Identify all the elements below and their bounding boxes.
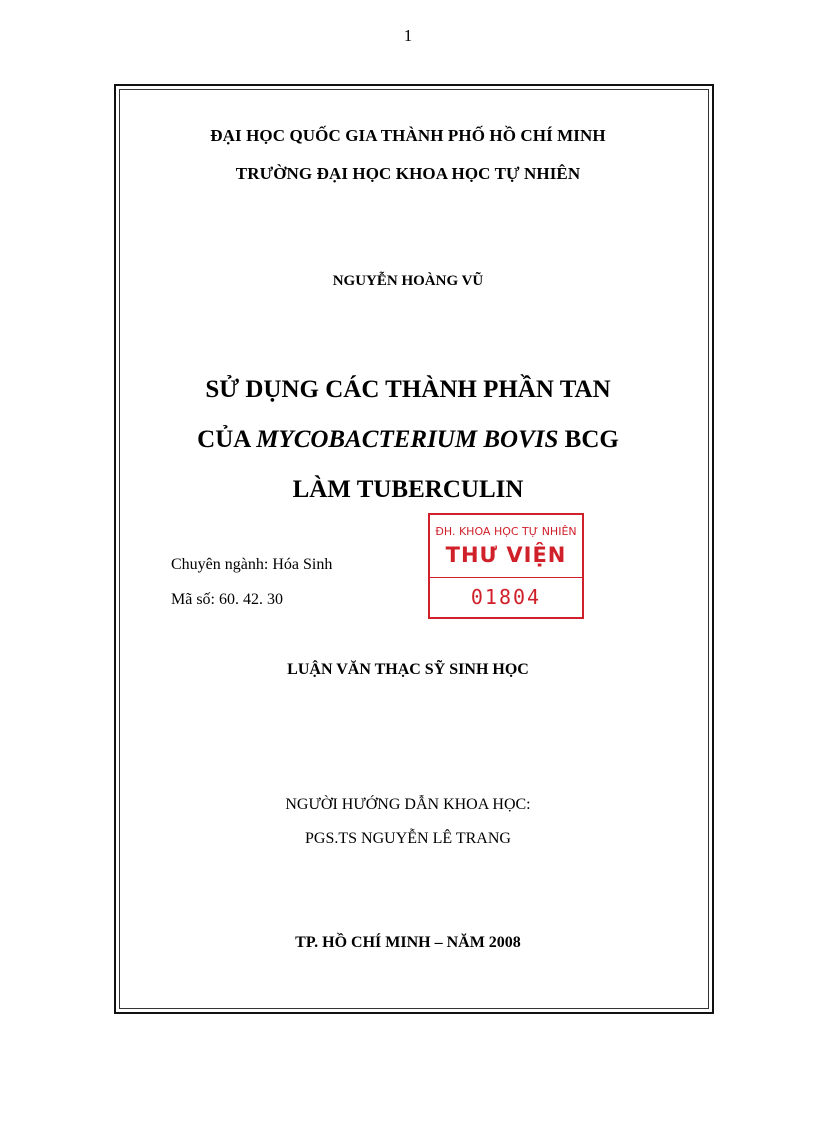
major-label: Chuyên ngành: Hóa Sinh xyxy=(171,556,333,573)
thesis-title-organism: MYCOBACTERIUM BOVIS xyxy=(256,426,559,453)
university-name: ĐẠI HỌC QUỐC GIA THÀNH PHỐ HỒ CHÍ MINH xyxy=(210,126,606,145)
stamp-library-label: THƯ VIỆN xyxy=(445,543,567,567)
page-number: 1 xyxy=(403,26,413,45)
library-stamp xyxy=(428,513,584,619)
thesis-type: LUẬN VĂN THẠC SỸ SINH HỌC xyxy=(287,661,529,678)
thesis-title-line2 xyxy=(0,426,816,454)
stamp-organization: ĐH. KHOA HỌC TỰ NHIÊN xyxy=(435,525,577,538)
thesis-title-line1: SỬ DỤNG CÁC THÀNH PHẦN TAN xyxy=(205,376,611,403)
page-border-inner xyxy=(119,89,709,1009)
author-name: NGUYỄN HOÀNG VŨ xyxy=(332,273,484,289)
major-code: Mã số: 60. 42. 30 xyxy=(171,591,283,608)
place-and-year: TP. HỒ CHÍ MINH – NĂM 2008 xyxy=(295,934,521,951)
faculty-name: TRƯỜNG ĐẠI HỌC KHOA HỌC TỰ NHIÊN xyxy=(235,164,581,183)
thesis-title-line2-suffix: BCG xyxy=(558,426,619,453)
advisor-label: NGƯỜI HƯỚNG DẪN KHOA HỌC: xyxy=(285,796,531,813)
advisor-name: PGS.TS NGUYỄN LÊ TRANG xyxy=(305,830,511,847)
stamp-divider xyxy=(430,577,582,578)
thesis-title-line3: LÀM TUBERCULIN xyxy=(292,476,524,503)
stamp-accession-number: 01804 xyxy=(470,585,542,609)
thesis-title-line2-prefix: CỦA xyxy=(197,426,257,453)
